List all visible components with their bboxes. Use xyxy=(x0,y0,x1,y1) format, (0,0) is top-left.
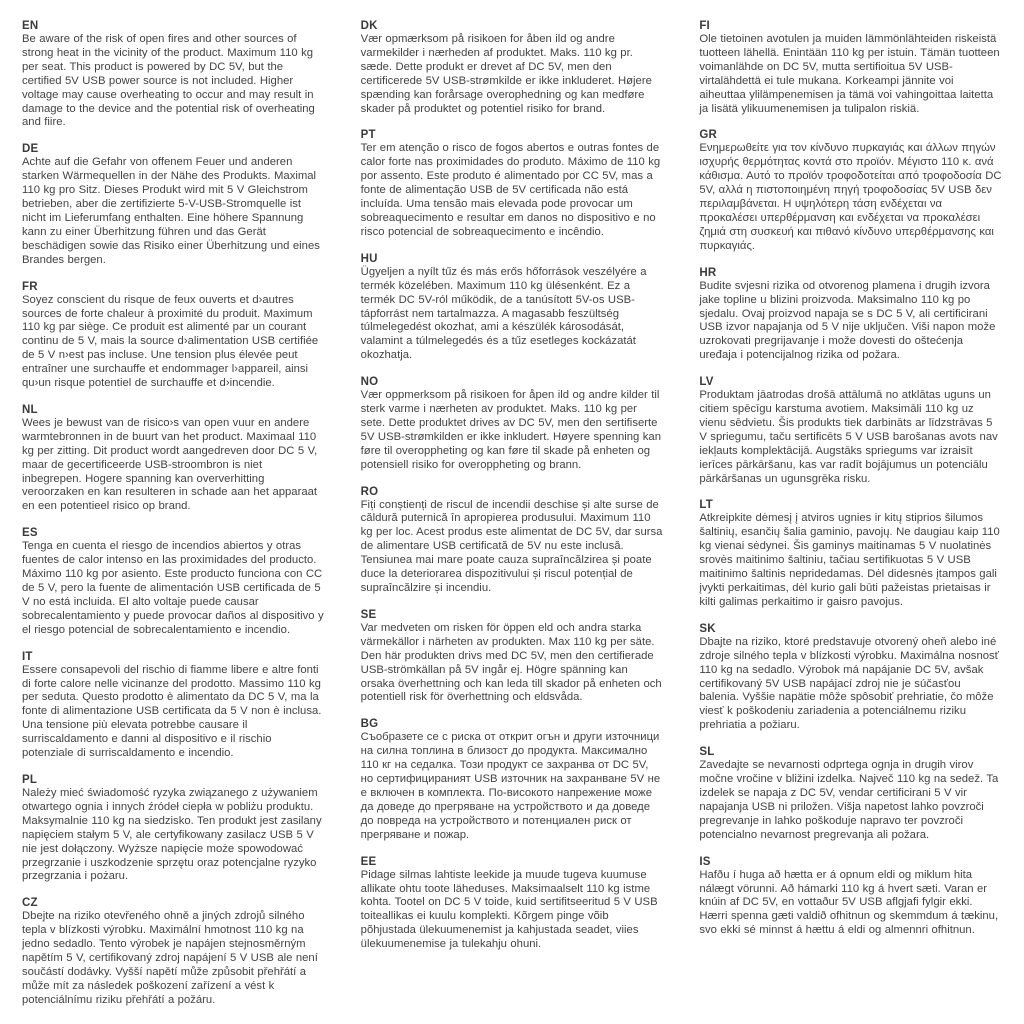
lang-code-fi: FI xyxy=(699,20,710,32)
lang-section-lv xyxy=(699,376,1002,486)
lang-section-no xyxy=(361,376,664,472)
lang-text-fr: Soyez conscient du risque de feux ouverts et d›autres sources de forte chaleur à proximité du produit. Maximum 110 kg par siège. Ce produit est alimenté par un courant continu de 5 V, mais la source d›alimentation USB certifiée de 5 V n›est pas incluse. Une tension plus élevée peut entraîner une surchauffe et endommager l›appareil, ainsi qu›un risque potentiel de surchauffe et d›incendie. xyxy=(22,293,319,390)
lang-code-pt: PT xyxy=(360,129,376,142)
lang-text-sl: Zavedajte se nevarnosti odprtega ognja in drugih virov močne vročine v bližini izdelka. Največ 110 kg na sedež. Ta izdelek se napaja z DC 5V, vendar certificirani 5 V vir napajanja USB ni priložen. Višja napetost lahko povzroči pregrevanje in lahko poškoduje napravo ter povzroči potencialno nevarnost pregrevanja ali požara. xyxy=(699,759,999,841)
lang-code-en: EN xyxy=(22,20,39,32)
lang-section-de xyxy=(22,143,325,267)
lang-text-bg: Съобразете се с риска от открит огън и други източници на силна топлина в близост до продукта. Максимално 110 кг на седалка. Този продукт се захранва от DC 5V, но сертифицираният USB източник на захранване 5V не е включен в комплекта. По-високото напрежение може да доведе до прегряване на устройството и да доведе до повреда на устройството и потенциален риск от прегряване и пожар. xyxy=(360,731,661,841)
lang-code-lt: LT xyxy=(699,499,713,512)
lang-text-cz: Dbejte na riziko otevřeného ohně a jiných zdrojů silného tepla v blízkosti výrobku. Maximální hmotnost 110 kg na jedno sedadlo. Tento výrobek je napájen stejnosměrným napětím 5 V, certifikovaný zdroj napájení 5 V USB ale není součástí dodávky. Vyšší napětí může způsobit přehřátí a může mít za následek poškození zařízení a vést k potenciálnímu riziku přehřátí a požáru. xyxy=(22,910,318,1006)
lang-code-no: NO xyxy=(360,376,379,389)
column-2 xyxy=(361,20,664,1021)
lang-text-pt: Ter em atenção o risco de fogos abertos e outras fontes de calor forte nas proximidades do produto. Máximo de 110 kg por assento. Este produto é alimentado por CC 5V, mas a fonte de alimentação USB de 5V certificada não está incluída. Uma tensão mais elevada pode provocar um sobreaquecimento e resultar em danos no dispositivo e no risco potencial de sobreaquecimento e incêndio. xyxy=(360,142,661,238)
lang-text-lt: Atkreipkite dėmesį į atviros ugnies ir kitų stiprios šilumos šaltinių, esančių šalia gaminio, pavojų. Ne daugiau kaip 110 kg vienai sėdynei. Šis gaminys maitinamas 5 V nuolatinės srovės maitinimo šaltiniu, tačiau sertifikuotas 5 V USB maitinimo šaltinis nepridedamas. Dėl didesnės įtampos gali įvykti perkaitimas, dėl kurio gali būti pažeistas prietaisas ir kilti galimas perkaitimo ir gaisro pavojus. xyxy=(699,512,1000,608)
lang-text-it: Essere consapevoli del rischio di fiamme libere e altre fonti di forte calore nelle vicinanze del prodotto. Massimo 110 kg per seduta. Questo prodotto è alimentato da DC 5 V, ma la fonte di alimentazione USB certificata da 5 V non è inclusa. Una tensione più elevata potrebbe causare il surriscaldamento e danni al dispositivo e il rischio potenziale di surriscaldamento e incendio. xyxy=(22,663,322,760)
lang-code-sl: SL xyxy=(699,746,715,759)
lang-section-en xyxy=(22,20,325,130)
lang-code-is: IS xyxy=(699,855,711,868)
lang-text-ee: Pidage silmas lahtiste leekide ja muude tugeva kuumuse allikate ohtu toote läheduses. Maksimaalselt 110 kg istme kohta. Tootel on DC 5 V toide, kuid sertifitseeritud 5 V USB toiteallikas ei kuulu komplekti. Kõrgem pinge võib põhjustada ülekuumenemist ja kahjustada seadet, viies ülekuumenemise ja tulekahju ohuni. xyxy=(360,868,658,951)
lang-text-dk: Vær opmærksom på risikoen for åben ild og andre varmekilder i nærheden af produktet. Maks. 110 kg pr. sæde. Dette produkt er drevet af DC 5V, men den certificerede 5V USB-strømkilde er ikke inkluderet. Højere spænding kan forårsage overophedning og kan medføre skader på produktet og potentiel risiko for brand. xyxy=(360,33,652,115)
lang-text-fi: Ole tietoinen avotulen ja muiden lämmönlähteiden riskeistä tuotteen lähellä. Enintään 110 kg per istuin. Tämän tuotteen voimanlähde on DC 5V, mutta sertifioitua 5V USB-virtalähdettä ei tule mukana. Korkeampi jännite voi aiheuttaa ylilämpenemisen ja tämä voi vahingoittaa laitetta ja lisätä ylikuumenemisen ja tulipalon riskiä. xyxy=(699,33,1000,115)
lang-code-gr: GR xyxy=(699,129,717,142)
lang-text-de: Achte auf die Gefahr von offenem Feuer und anderen starken Wärmequellen in der Nähe des Produkts. Maximal 110 kg pro Sitz. Dieses Produkt wird mit 5 V Gleichstrom betrieben, aber die zertifizierte 5-V-USB-Stromquelle ist nicht im Lieferumfang enthalten. Eine höhere Spannung kann zu einer Überhitzung führen und das Gerät beschädigen sowie das Risiko einer Überhitzung und eines Brandes bergen. xyxy=(22,156,320,266)
column-1 xyxy=(22,20,325,1021)
lang-code-bg: BG xyxy=(360,718,379,731)
lang-section-ro xyxy=(361,486,664,596)
lang-text-no: Vær oppmerksom på risikoen for åpen ild og andre kilder til sterk varme i nærheten av produktet. Maks. 110 kg per sete. Dette produktet drives av DC 5V, men den sertifiserte 5V USB-strømkilden er ikke inkludert. Høyere spenning kan føre til overoppheting og kan føre til skade på enheten og potensiell risiko for overoppheting og brann. xyxy=(360,389,661,471)
lang-section-it xyxy=(22,651,325,761)
lang-section-se xyxy=(361,609,664,705)
lang-text-ro: Fiți conștienți de riscul de incendii deschise și alte surse de căldură puternică în apropierea produsului. Maximum 110 kg per loc. Acest produs este alimentat de DC 5V, dar sursa de alimentare USB certificată de 5V nu este inclusă. Tensiunea mai mare poate cauza supraîncălzirea și poate duce la deteriorarea dispozitivului și riscul potențial de supraîncălzire și incendiu. xyxy=(360,498,663,594)
lang-section-ee xyxy=(361,856,664,952)
column-3 xyxy=(699,20,1002,1021)
lang-code-se: SE xyxy=(360,608,377,621)
lang-code-pl: PL xyxy=(22,773,38,786)
lang-section-bg xyxy=(361,718,664,842)
lang-text-hr: Budite svjesni rizika od otvorenog plamena i drugih izvora jake topline u blizini proizvoda. Maksimalno 110 kg po sjedalu. Ovaj proizvod napaja se s DC 5 V, ali certificirani USB izvor napajanja od 5 V nije uključen. Viši napon može uzrokovati pregrijavanje i može dovesti do oštećenja uređaja i potencijalnog rizika od požara. xyxy=(699,279,996,362)
lang-text-is: Hafðu í huga að hætta er á opnum eldi og miklum hita nálægt vörunni. Að hámarki 110 kg á hvert sæti. Varan er knúin af DC 5V, en vottaður 5V USB aflgjafi fylgir ekki. Hærri spenna gæti valdið ofhitnun og skemmdum á tækinu, svo ekki sé minnst á hættu á eldi og almennri ofhitnun. xyxy=(699,868,999,937)
lang-section-es xyxy=(22,527,325,637)
lang-text-hu: Ügyeljen a nyílt tűz és más erős hőforrások veszélyére a termék közelében. Maximum 110 kg ülésenként. Ez a termék DC 5V-ról működik, de a tanúsított 5V-os USB-tápforrást nem tartalmazza. A magasabb feszültség túlmelegedést okozhat, ami a készülék károsodását, valamint a túlmelegedés és a tűz esetleges kockázatát okozhatja. xyxy=(360,265,647,362)
lang-section-fi xyxy=(699,20,1002,116)
lang-code-sk: SK xyxy=(699,622,716,635)
lang-text-en: Be aware of the risk of open fires and other sources of strong heat in the vicinity of the product. Maximum 110 kg per seat. This product is powered by DC 5V, but the certified 5V USB power source is not included. Higher voltage may cause overheating to occur and may result in damage to the device and the potential risk of overheating and fiire. xyxy=(22,33,315,129)
lang-code-cz: CZ xyxy=(22,897,38,910)
lang-code-ee: EE xyxy=(360,855,377,868)
lang-text-sk: Dbajte na riziko, ktoré predstavuje otvorený oheň alebo iné zdroje silného tepla v blízkosti výrobku. Maximálna nosnosť 110 kg na sedadlo. Výrobok má napájanie DC 5V, avšak certifikovaný 5V USB napájací zdroj nie je súčasťou balenia. Vyššie napätie môže spôsobiť prehriatie, čo môže viesť k poškodeniu zariadenia a potenciálnemu riziku prehriatia a požiaru. xyxy=(699,635,999,732)
lang-code-fr: FR xyxy=(22,280,38,293)
lang-code-lv: LV xyxy=(699,376,714,389)
lang-section-sk xyxy=(699,623,1002,733)
lang-code-dk: DK xyxy=(360,20,378,32)
lang-text-es: Tenga en cuenta el riesgo de incendios abiertos y otras fuentes de calor intenso en las proximidades del producto. Máximo 110 kg por asiento. Este producto funciona con CC de 5 V, pero la fuente de alimentación USB certificada de 5 V no está incluida. El alto voltaje puede causar sobrecalentamiento y puede provocar daños al dispositivo y el riesgo potencial de sobrecalentamiento e incendio. xyxy=(22,540,324,636)
lang-code-hu: HU xyxy=(360,252,378,265)
lang-section-pl xyxy=(22,774,325,884)
lang-section-cz xyxy=(22,897,325,1007)
lang-section-hr xyxy=(699,267,1002,363)
lang-section-hu xyxy=(361,253,664,363)
lang-text-gr: Ενημερωθείτε για τον κίνδυνο πυρκαγιάς και άλλων πηγών ισχυρής θερμότητας κοντά στο προϊόν. Μέγιστο 110 κ. ανά κάθισμα. Αυτό το προϊόν τροφοδοτείται από τροφοδοσία DC 5V, αλλά η πιστοποιημένη πηγή τροφοδοσίας 5V USB δεν περιλαμβάνεται. Η υψηλότερη τάση ενδέχεται να προκαλέσει υπερθέρμανση και ενδέχεται να προκαλέσει ζημιά στη συσκευή και πιθανό κίνδυνο υπερθέρμανσης και πυρκαγιάς. xyxy=(699,142,1002,252)
lang-section-fr xyxy=(22,281,325,391)
lang-text-pl: Należy mieć świadomość ryzyka związanego z używaniem otwartego ognia i innych źródeł ciepła w pobliżu produktu. Maksymalnie 110 kg na siedzisko. Ten produkt jest zasilany napięciem stałym 5 V, ale certyfikowany zasilacz USB 5 V nie jest dołączony. Wyższe napięcie może spowodować przegrzanie i uszkodzenie sprzętu oraz potencjalne ryzyko przegrzania i pożaru. xyxy=(22,786,322,883)
lang-section-nl xyxy=(22,404,325,514)
lang-code-it: IT xyxy=(22,650,33,663)
lang-section-is xyxy=(699,856,1002,939)
lang-text-se: Var medveten om risken för öppen eld och andra starka värmekällor i närheten av produkten. Max 110 kg per säte. Den här produkten drivs med DC 5V, men den certifierade USB-strömkällan på 5V ingår ej. Högre spänning kan orsaka överhettning och kan leda till skador på enheten och potentiell risk för överhettning och eldsvåda. xyxy=(360,621,662,704)
lang-code-ro: RO xyxy=(360,485,379,498)
lang-code-es: ES xyxy=(22,527,38,540)
lang-text-lv: Produktam jāatrodas drošā attālumā no atklātas uguns un citiem spēcīgu karstuma avotiem. Maksimāli 110 kg uz vienu sēdvietu. Šis produkts tiek darbināts ar līdzstrāvas 5 V spriegumu, taču sertificēts 5 V USB barošanas avots nav iekļauts komplektācijā. Augstāks spriegums var izraisīt ierīces pārkāršanu, kas var radīt bojājumus un potenciālu pārkāršanas un ugunsgrēka risku. xyxy=(699,389,998,485)
lang-code-de: DE xyxy=(22,143,39,156)
lang-section-lt xyxy=(699,499,1002,609)
lang-section-pt xyxy=(361,129,664,239)
lang-section-sl xyxy=(699,746,1002,842)
lang-section-gr xyxy=(699,129,1002,253)
lang-section-dk xyxy=(361,20,664,116)
lang-code-hr: HR xyxy=(699,266,717,279)
lang-text-nl: Wees je bewust van de risico›s van open vuur en andere warmtebronnen in de buurt van het product. Maximaal 110 kg per zitting. Dit product wordt aangedreven door DC 5 V, maar de gecertificeerde USB-stroombron is niet inbegrepen. Hogere spanning kan oververhitting veroorzaken en kan resulteren in schade aan het apparaat en een potentieel risico op brand. xyxy=(22,416,318,513)
lang-code-nl: NL xyxy=(22,403,38,416)
